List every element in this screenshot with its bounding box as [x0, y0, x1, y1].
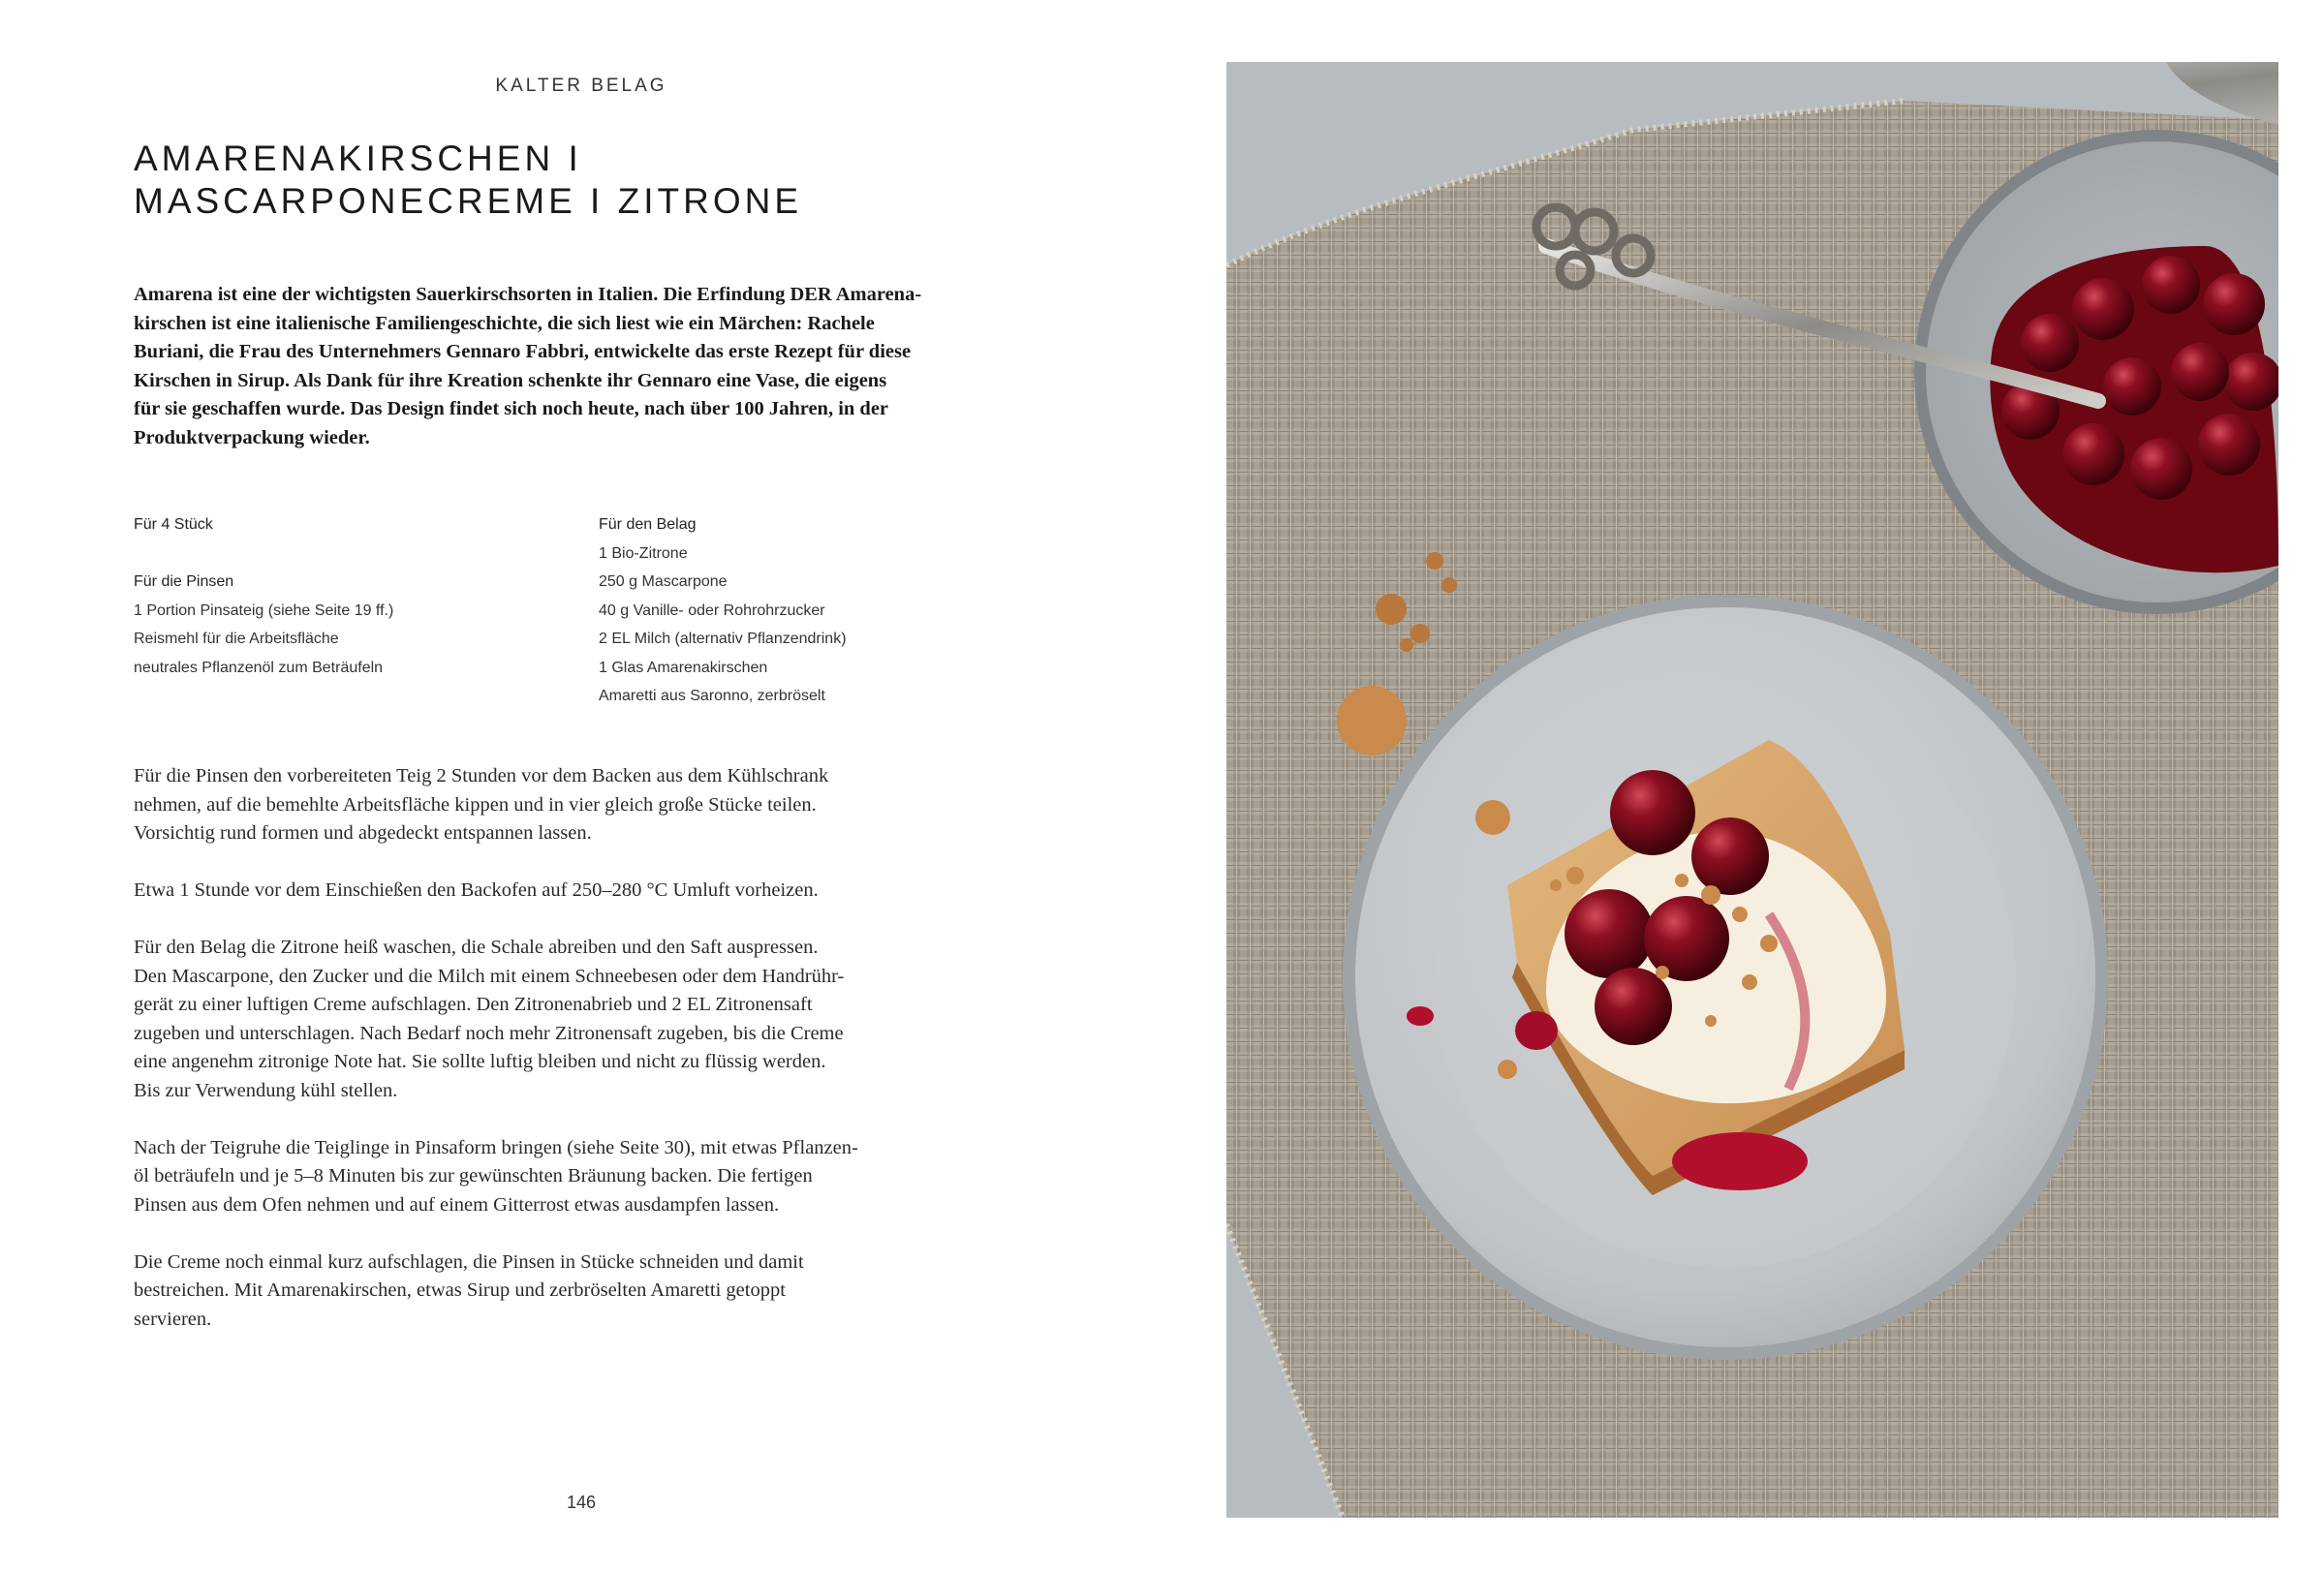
- ingredient-item: 40 g Vanille- oder Rohrohrzucker: [599, 601, 825, 619]
- section-label: KALTER BELAG: [495, 76, 667, 96]
- ingredient-item: 1 Portion Pinsateig (siehe Seite 19 ff.): [134, 601, 394, 619]
- method-step-line: Nach der Teigruhe die Teiglinge in Pinsaform bringen (siehe Seite 30), mit etwas Pflanzen-: [134, 1136, 858, 1158]
- method-step: [134, 762, 1035, 848]
- method-step-line: servieren.: [134, 1308, 212, 1330]
- food-photo-illustration: [1226, 62, 2278, 1518]
- method-step-line: Pinsen aus dem Ofen nehmen und auf einem Gitterrost etwas ausdampfen lassen.: [134, 1193, 780, 1216]
- method-step-line: Für die Pinsen den vorbereiteten Teig 2 Stunden vor dem Backen aus dem Kühlschrank: [134, 765, 829, 786]
- method-step-line: bestreichen. Mit Amarenakirschen, etwas Sirup und zerbröselten Amaretti getoppt: [134, 1279, 786, 1301]
- page-number: 146: [566, 1493, 597, 1512]
- intro-line: Kirschen in Sirup. Als Dank für ihre Kreation schenkte ihr Gennaro eine Vase, die eigens: [134, 369, 887, 391]
- intro-paragraph: [134, 281, 1035, 452]
- servings-label: Für 4 Stück: [134, 516, 213, 533]
- ingredient-item: 1 Bio-Zitrone: [599, 544, 688, 562]
- method-step-line: zugeben und unterschlagen. Nach Bedarf noch mehr Zitronensaft zugeben, bis die Creme: [134, 1022, 844, 1044]
- belag-heading: Für den Belag: [599, 516, 697, 533]
- method-step-line: Den Mascarpone, den Zucker und die Milch mit einem Schneebesen oder dem Handrühr-: [134, 965, 845, 987]
- method-step-line: nehmen, auf die bemehlte Arbeitsfläche kippen und in vier gleich große Stücke teilen.: [134, 793, 817, 816]
- ingredient-item: 2 EL Milch (alternativ Pflanzendrink): [599, 631, 847, 647]
- intro-line: Buriani, die Frau des Unternehmers Gennaro Fabbri, entwickelte das erste Rezept für diese: [134, 341, 912, 362]
- ingredients-belag: [599, 510, 847, 711]
- ingredient-item: Amaretti aus Saronno, zerbröselt: [599, 688, 825, 704]
- method-step: [134, 934, 1035, 1105]
- ingredients-pinsen: [134, 510, 393, 682]
- method-step: [134, 1248, 1035, 1335]
- ingredient-item: 1 Glas Amarenakirschen: [599, 659, 768, 676]
- method-steps: [134, 762, 1035, 1363]
- method-step-line: öl beträufeln und je 5–8 Minuten bis zur gewünschten Bräunung backen. Die fertigen: [134, 1165, 813, 1187]
- ingredient-item: Reismehl für die Arbeitsfläche: [134, 631, 339, 647]
- method-step: [134, 1134, 1035, 1220]
- recipe-title-line-1: AMARENAKIRSCHEN I: [134, 139, 582, 178]
- method-step-line: Vorsichtig rund formen und abgedeckt entspannen lassen.: [134, 822, 592, 844]
- intro-line: Produktverpackung wieder.: [134, 426, 370, 448]
- ingredient-item: neutrales Pflanzenöl zum Beträufeln: [134, 659, 384, 676]
- method-step-line: Bis zur Verwendung kühl stellen.: [134, 1079, 398, 1101]
- pinsen-ingredient-list: [134, 597, 393, 683]
- belag-ingredient-list: [599, 539, 847, 711]
- intro-line: Amarena ist eine der wichtigsten Sauerkirschsorten in Italien. Die Erfindung DER Amarena-: [134, 284, 922, 305]
- method-step-line: Die Creme noch einmal kurz aufschlagen, die Pinsen in Stücke schneiden und damit: [134, 1250, 804, 1273]
- method-step-line: gerät zu einer luftigen Creme aufschlagen. Den Zitronenabrieb und 2 EL Zitronensaft: [134, 994, 813, 1015]
- intro-line: kirschen ist eine italienische Familiengeschichte, die sich liest wie ein Märchen: Rachele: [134, 312, 875, 334]
- method-step-line: Für den Belag die Zitrone heiß waschen, die Schale abreiben und den Saft auspressen.: [134, 937, 819, 958]
- food-photo: [1226, 62, 2278, 1518]
- ingredient-item: 250 g Mascarpone: [599, 573, 728, 590]
- method-step-line: eine angenehm zitronige Note hat. Sie sollte luftig bleiben und nicht zu flüssig werden.: [134, 1051, 826, 1072]
- pinsen-heading: Für die Pinsen: [134, 573, 234, 590]
- recipe-title: [134, 138, 802, 223]
- recipe-title-line-2: MASCARPONECREME I ZITRONE: [134, 181, 802, 221]
- method-step-line: Etwa 1 Stunde vor dem Einschießen den Backofen auf 250–280 °C Umluft vorheizen.: [134, 879, 819, 901]
- method-step: [134, 877, 1035, 906]
- intro-line: für sie geschaffen wurde. Das Design findet sich noch heute, nach über 100 Jahren, in der: [134, 398, 889, 419]
